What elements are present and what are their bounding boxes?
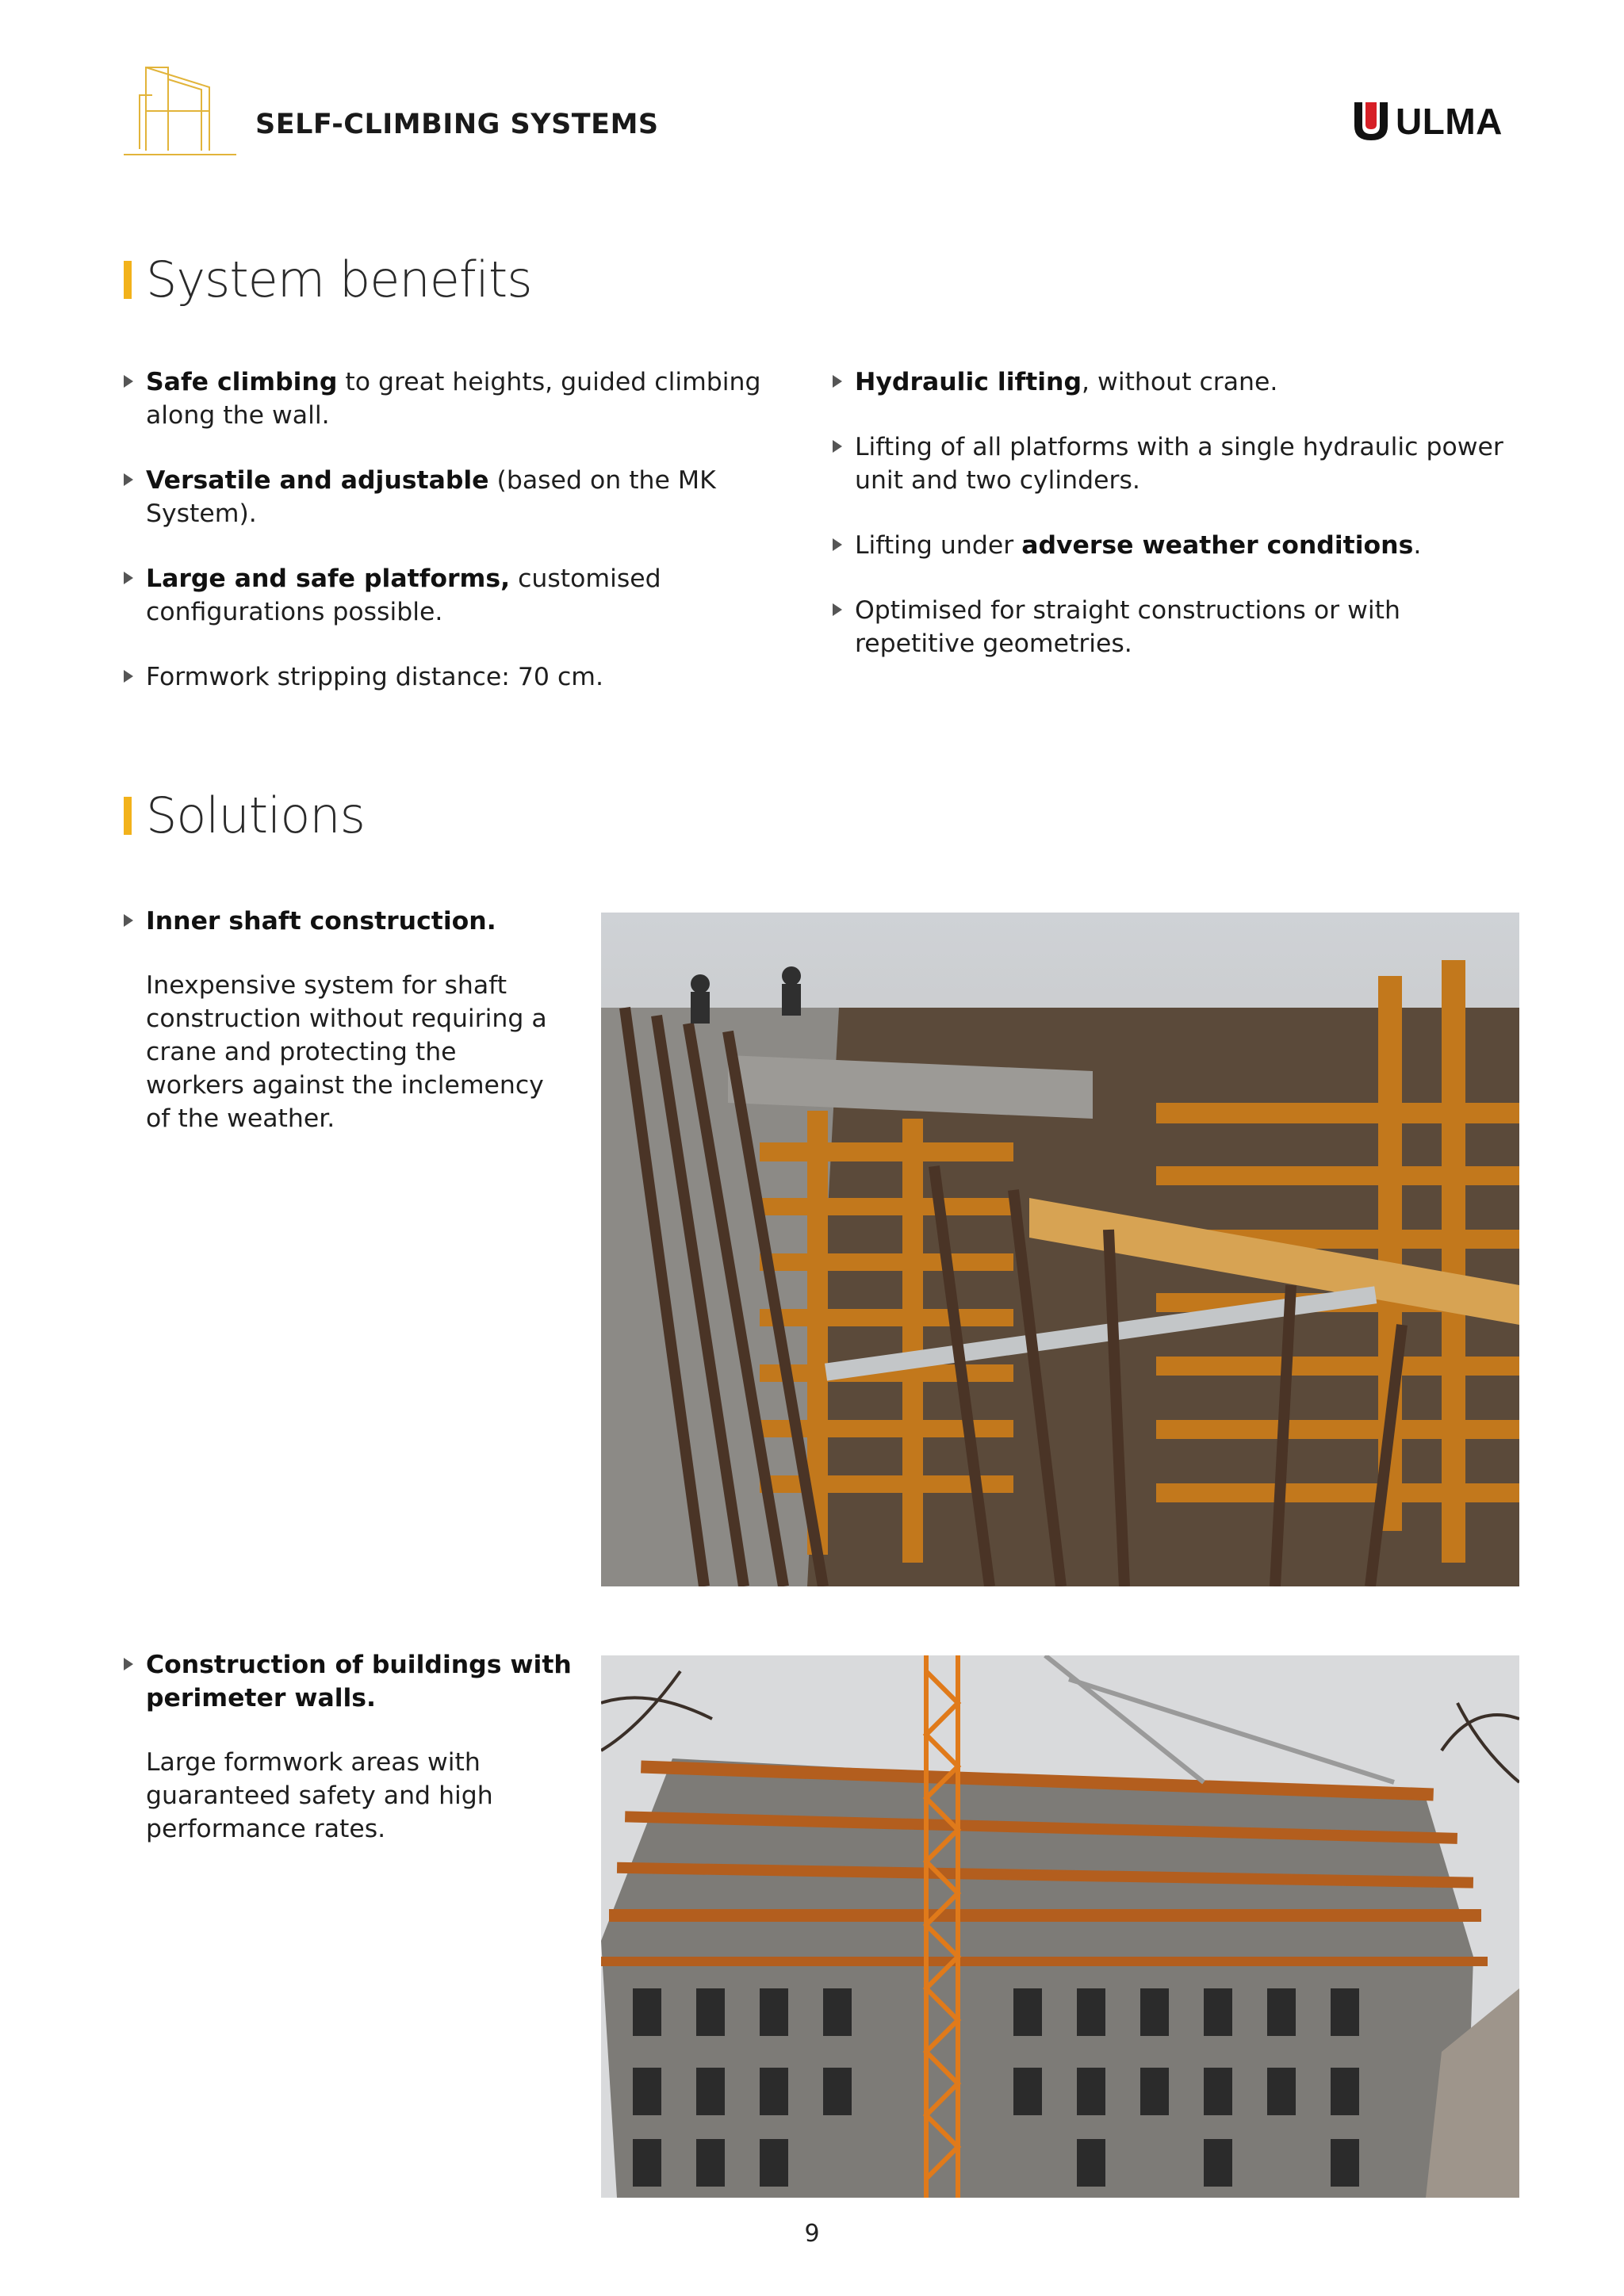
page-number: 9: [804, 2220, 820, 2248]
heading-text: Solutions: [146, 786, 365, 844]
benefit-text: customised configurations possible.: [146, 564, 661, 626]
list-item: [833, 594, 1515, 660]
brand-name: ULMA: [1396, 101, 1503, 142]
benefit-bold: adverse weather conditions: [1021, 531, 1414, 560]
bullet-arrow-icon: [124, 375, 133, 388]
benefits-left-list: [124, 365, 806, 725]
solution-title: [124, 905, 590, 938]
bullet-arrow-icon: [124, 473, 133, 486]
benefit-bold: Large and safe platforms,: [146, 564, 511, 593]
benefit-text: to great heights, guided climbing along the wall.: [146, 368, 761, 430]
benefit-text: , without crane.: [1082, 368, 1278, 396]
benefit-text: .: [1413, 531, 1422, 560]
solution-title-text: Inner shaft construction.: [146, 907, 496, 936]
list-item: [833, 365, 1515, 399]
bullet-arrow-icon: [833, 440, 842, 453]
heading-accent-bar: [124, 797, 132, 835]
benefit-text: (based on the MK System).: [146, 466, 716, 528]
benefit-text: Optimised for straight constructions or with repetitive geometries.: [855, 596, 1400, 658]
solution-title-text: Construction of buildings with perimeter walls.: [146, 1651, 572, 1712]
bullet-arrow-icon: [124, 914, 133, 927]
benefit-bold: Hydraulic lifting: [855, 368, 1082, 396]
brand-logo: [1353, 101, 1503, 142]
solution-description: Inexpensive system for shaft construction without requiring a crane and protecting the workers against the inclemency of the weather.: [146, 971, 547, 1133]
photo-inner-shaft: [601, 913, 1519, 1586]
list-item: [124, 562, 806, 629]
solution-description: Large formwork areas with guaranteed safety and high performance rates.: [146, 1748, 493, 1843]
benefits-right-list: [833, 365, 1515, 692]
bullet-arrow-icon: [124, 670, 133, 683]
section-heading-solutions: [124, 786, 365, 844]
section-heading-benefits: [124, 251, 532, 308]
bullet-arrow-icon: [124, 572, 133, 584]
heading-accent-bar: [124, 261, 132, 299]
benefit-text: Formwork stripping distance: 70 cm.: [146, 663, 603, 691]
photo-building-perimeter: [601, 1655, 1519, 2198]
list-item: [833, 430, 1515, 497]
list-item: [833, 529, 1515, 562]
list-item: [124, 660, 806, 694]
bullet-arrow-icon: [124, 1658, 133, 1670]
bullet-arrow-icon: [833, 375, 842, 388]
solution-title: [124, 1648, 590, 1715]
bullet-arrow-icon: [833, 538, 842, 551]
bullet-arrow-icon: [833, 603, 842, 616]
list-item: [124, 464, 806, 530]
ulma-u-mark-icon: [1353, 101, 1389, 142]
building-outline-icon: [122, 63, 238, 157]
benefit-text: Lifting under: [855, 531, 1022, 560]
heading-text: System benefits: [146, 251, 532, 308]
benefit-bold: Safe climbing: [146, 368, 338, 396]
benefit-text: Lifting of all platforms with a single hydraulic power unit and two cylinders.: [855, 433, 1503, 495]
list-item: [124, 365, 806, 432]
benefit-bold: Versatile and adjustable: [146, 466, 489, 495]
document-section-title: SELF-CLIMBING SYSTEMS: [255, 109, 659, 140]
